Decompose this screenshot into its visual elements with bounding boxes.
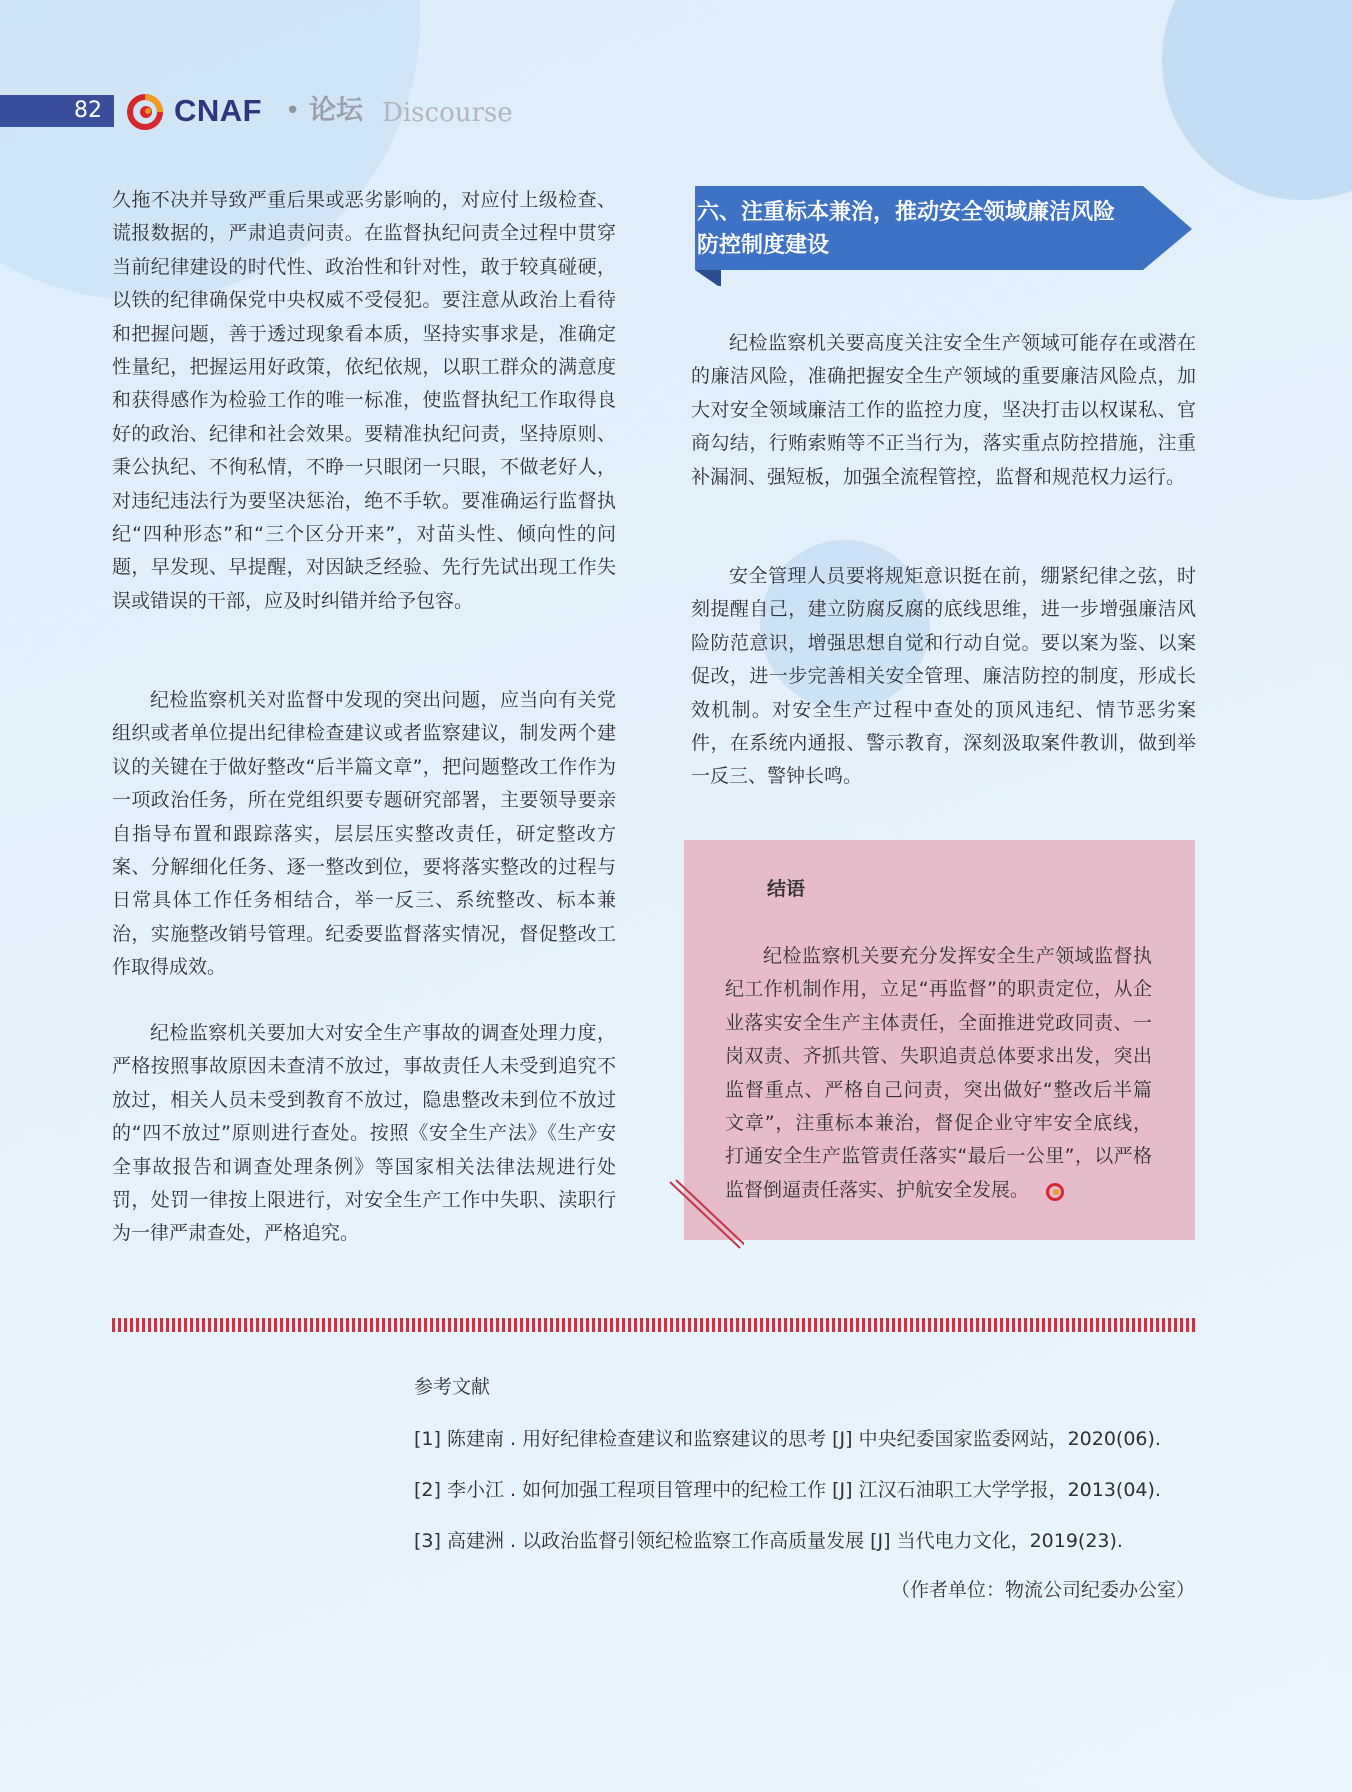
brand-name: CNAF — [174, 93, 263, 128]
left-paragraph-2: 纪检监察机关对监督中发现的突出问题，应当向有关党组织或者单位提出纪律检查建议或者监察建议，制发两个建议的关键在于做好整改“后半篇文章”，把问题整改工作作为一项政治任务，所在党组织要专题研究部署，主要领导要亲自指导布置和跟踪落实，层层压实整改责任，研定整改方案、分解细化任务、逐一整改到位，要将落实整改的过程与日常具体工作任务相结合，举一反三、系统整改、标本兼治，实施整改销号管理。纪委要监督落实情况，督促整改工作取得成效。 — [112, 689, 616, 979]
left-paragraph-3: 纪检监察机关要加大对安全生产事故的调查处理力度，严格按照事故原因未查清不放过，事故责任人未受到追究不放过，相关人员未受到教育不放过，隐患整改未到位不放过的“四不放过”原则进行查处。按照《安全生产法》《生产安全事故报告和调查处理条例》等国家相关法律法规进行处罚，处罚一律按上限进行，对安全生产工作中失职、渎职行为一律严肃查处，严格追究。 — [112, 1022, 616, 1245]
conclusion-title: 结语 — [767, 878, 806, 900]
brand-separator: • — [285, 96, 301, 126]
section-heading: 六、注重标本兼治，推动安全领域廉洁风险防控制度建设 — [697, 200, 1116, 258]
section-name-cn: 论坛 — [309, 95, 363, 126]
page-number: 82 — [74, 98, 102, 123]
section-name-en: Discourse — [382, 98, 513, 128]
right-paragraph-1: 纪检监察机关要高度关注安全生产领域可能存在或潜在的廉洁风险，准确把握安全生产领域的重要廉洁风险点，加大对安全领域廉洁工作的监控力度，坚决打击以权谋私、官商勾结，行贿索贿等不正当行为，落实重点防控措施，注重补漏洞、强短板，加强全流程管控，监督和规范权力运行。 — [691, 332, 1196, 488]
background-circle-top-right — [1162, 0, 1352, 200]
end-mark-icon — [1045, 1182, 1065, 1202]
cnaf-logo-icon — [124, 92, 170, 130]
references-title: 参考文献 — [414, 1376, 491, 1398]
conclusion-body: 纪检监察机关要充分发挥安全生产领域监督执纪工作机制作用，立足“再监督”的职责定位，从企业落实安全生产主体责任，全面推进党政同责、一岗双责、齐抓共管、失职追责总体要求出发，突出监督重点、严格自己问责，突出做好“整改后半篇文章”，注重标本兼治，督促企业守牢安全底线，打通安全生产监管责任落实“最后一公里”，以严格监督倒逼责任落实、护航安全发展。 — [725, 945, 1152, 1201]
section-divider — [112, 1318, 1196, 1332]
right-paragraph-2: 安全管理人员要将规矩意识挺在前，绷紧纪律之弦，时刻提醒自己，建立防腐反腐的底线思维，进一步增强廉洁风险防范意识，增强思想自觉和行动自觉。要以案为鉴、以案促改，进一步完善相关安全管理、廉洁防控的制度，形成长效机制。对安全生产过程中查处的顶风违纪、情节恶劣案件，在系统内通报、警示教育，深刻汲取案件教训，做到举一反三、警钟长鸣。 — [691, 565, 1196, 788]
decorative-slash-lines — [668, 1178, 744, 1252]
left-paragraph-1: 久拖不决并导致严重后果或恶劣影响的，对应付上级检查、谎报数据的，严肃追责问责。在监督执纪问责全过程中贯穿当前纪律建设的时代性、政治性和针对性，敢于较真碰硬，以铁的纪律确保党中央权威不受侵犯。要注意从政治上看待和把握问题，善于透过现象看本质，坚持实事求是，准确定性量纪，把握运用好政策，依纪依规，以职工群众的满意度和获得感作为检验工作的唯一标准，使监督执纪工作取得良好的政治、纪律和社会效果。要精准执纪问责，坚持原则、秉公执纪、不徇私情，不睁一只眼闭一只眼，不做老好人，对违纪违法行为要坚决惩治，绝不手软。要准确运行监督执纪“四种形态”和“三个区分开来”，对苗头性、倾向性的问题，早发现、早提醒，对因缺乏经验、先行先试出现工作失误或错误的干部，应及时纠错并给予包容。 — [112, 189, 616, 612]
author-unit: （作者单位：物流公司纪委办公室） — [890, 1579, 1195, 1601]
reference-item-3: [3] 高建洲 . 以政治监督引领纪检监察工作高质量发展 [J] 当代电力文化，2019(23). — [414, 1530, 1123, 1552]
page-header — [0, 92, 600, 130]
reference-item-1: [1] 陈建南 . 用好纪律检查建议和监察建议的思考 [J] 中央纪委国家监委网站，2020(06). — [414, 1428, 1161, 1450]
reference-item-2: [2] 李小江 . 如何加强工程项目管理中的纪检工作 [J] 江汉石油职工大学学报，2013(04). — [414, 1479, 1161, 1501]
